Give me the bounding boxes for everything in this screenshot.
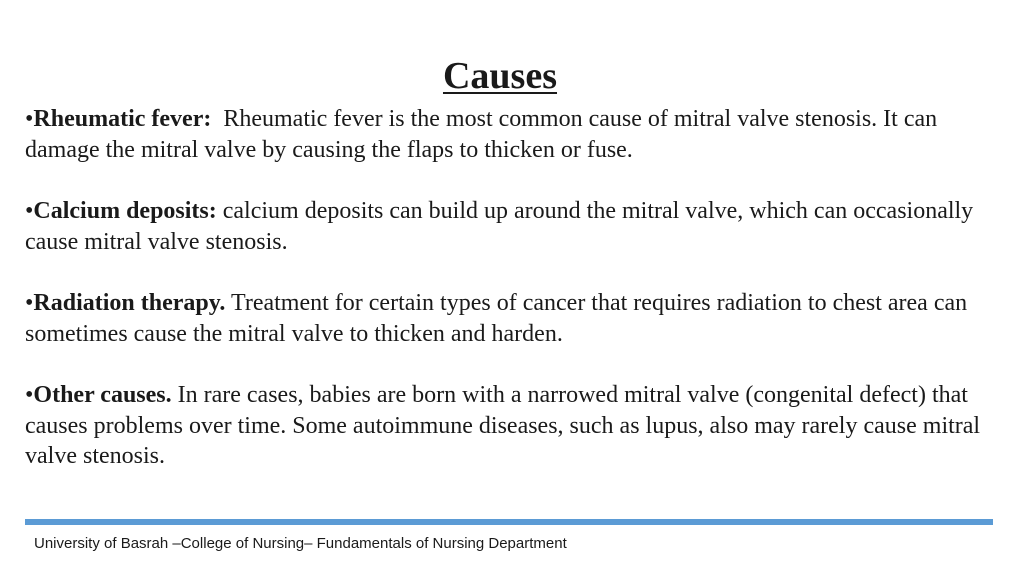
bullet-text: In rare cases, babies are born with a narrowed mitral valve (congenital defect) that causes problems over time. Some autoimmune diseases, such as lupus, also may rarely cause mitral valve stenosis. [25,382,981,469]
bullet-marker: • [25,382,34,408]
bullet-term: Calcium deposits: [33,198,217,224]
bullet-rheumatic-fever [25,104,985,165]
footer-divider-bar [25,519,993,525]
bullet-term: Other causes. [33,382,172,408]
footer-text: University of Basrah –College of Nursing– Fundamentals of Nursing Department [34,535,567,552]
bullet-list [25,104,985,503]
bullet-text: Rheumatic fever is the most common cause of mitral valve stenosis. It can damage the mitral valve by causing the flaps to thicken or fuse. [25,106,938,163]
bullet-text: Treatment for certain types of cancer that requires radiation to chest area can sometimes cause the mitral valve to thicken and harden. [25,290,968,347]
bullet-calcium-deposits [25,196,985,257]
bullet-marker: • [25,290,34,316]
bullet-marker: • [25,106,34,132]
bullet-marker: • [25,198,34,224]
bullet-other-causes [25,380,985,472]
bullet-term: Radiation therapy. [33,290,226,316]
bullet-radiation-therapy [25,288,985,349]
slide-title: Causes [442,55,558,97]
bullet-text: calcium deposits can build up around the mitral valve, which can occasionally cause mitral valve stenosis. [25,198,974,255]
bullet-term: Rheumatic fever: [33,106,212,132]
